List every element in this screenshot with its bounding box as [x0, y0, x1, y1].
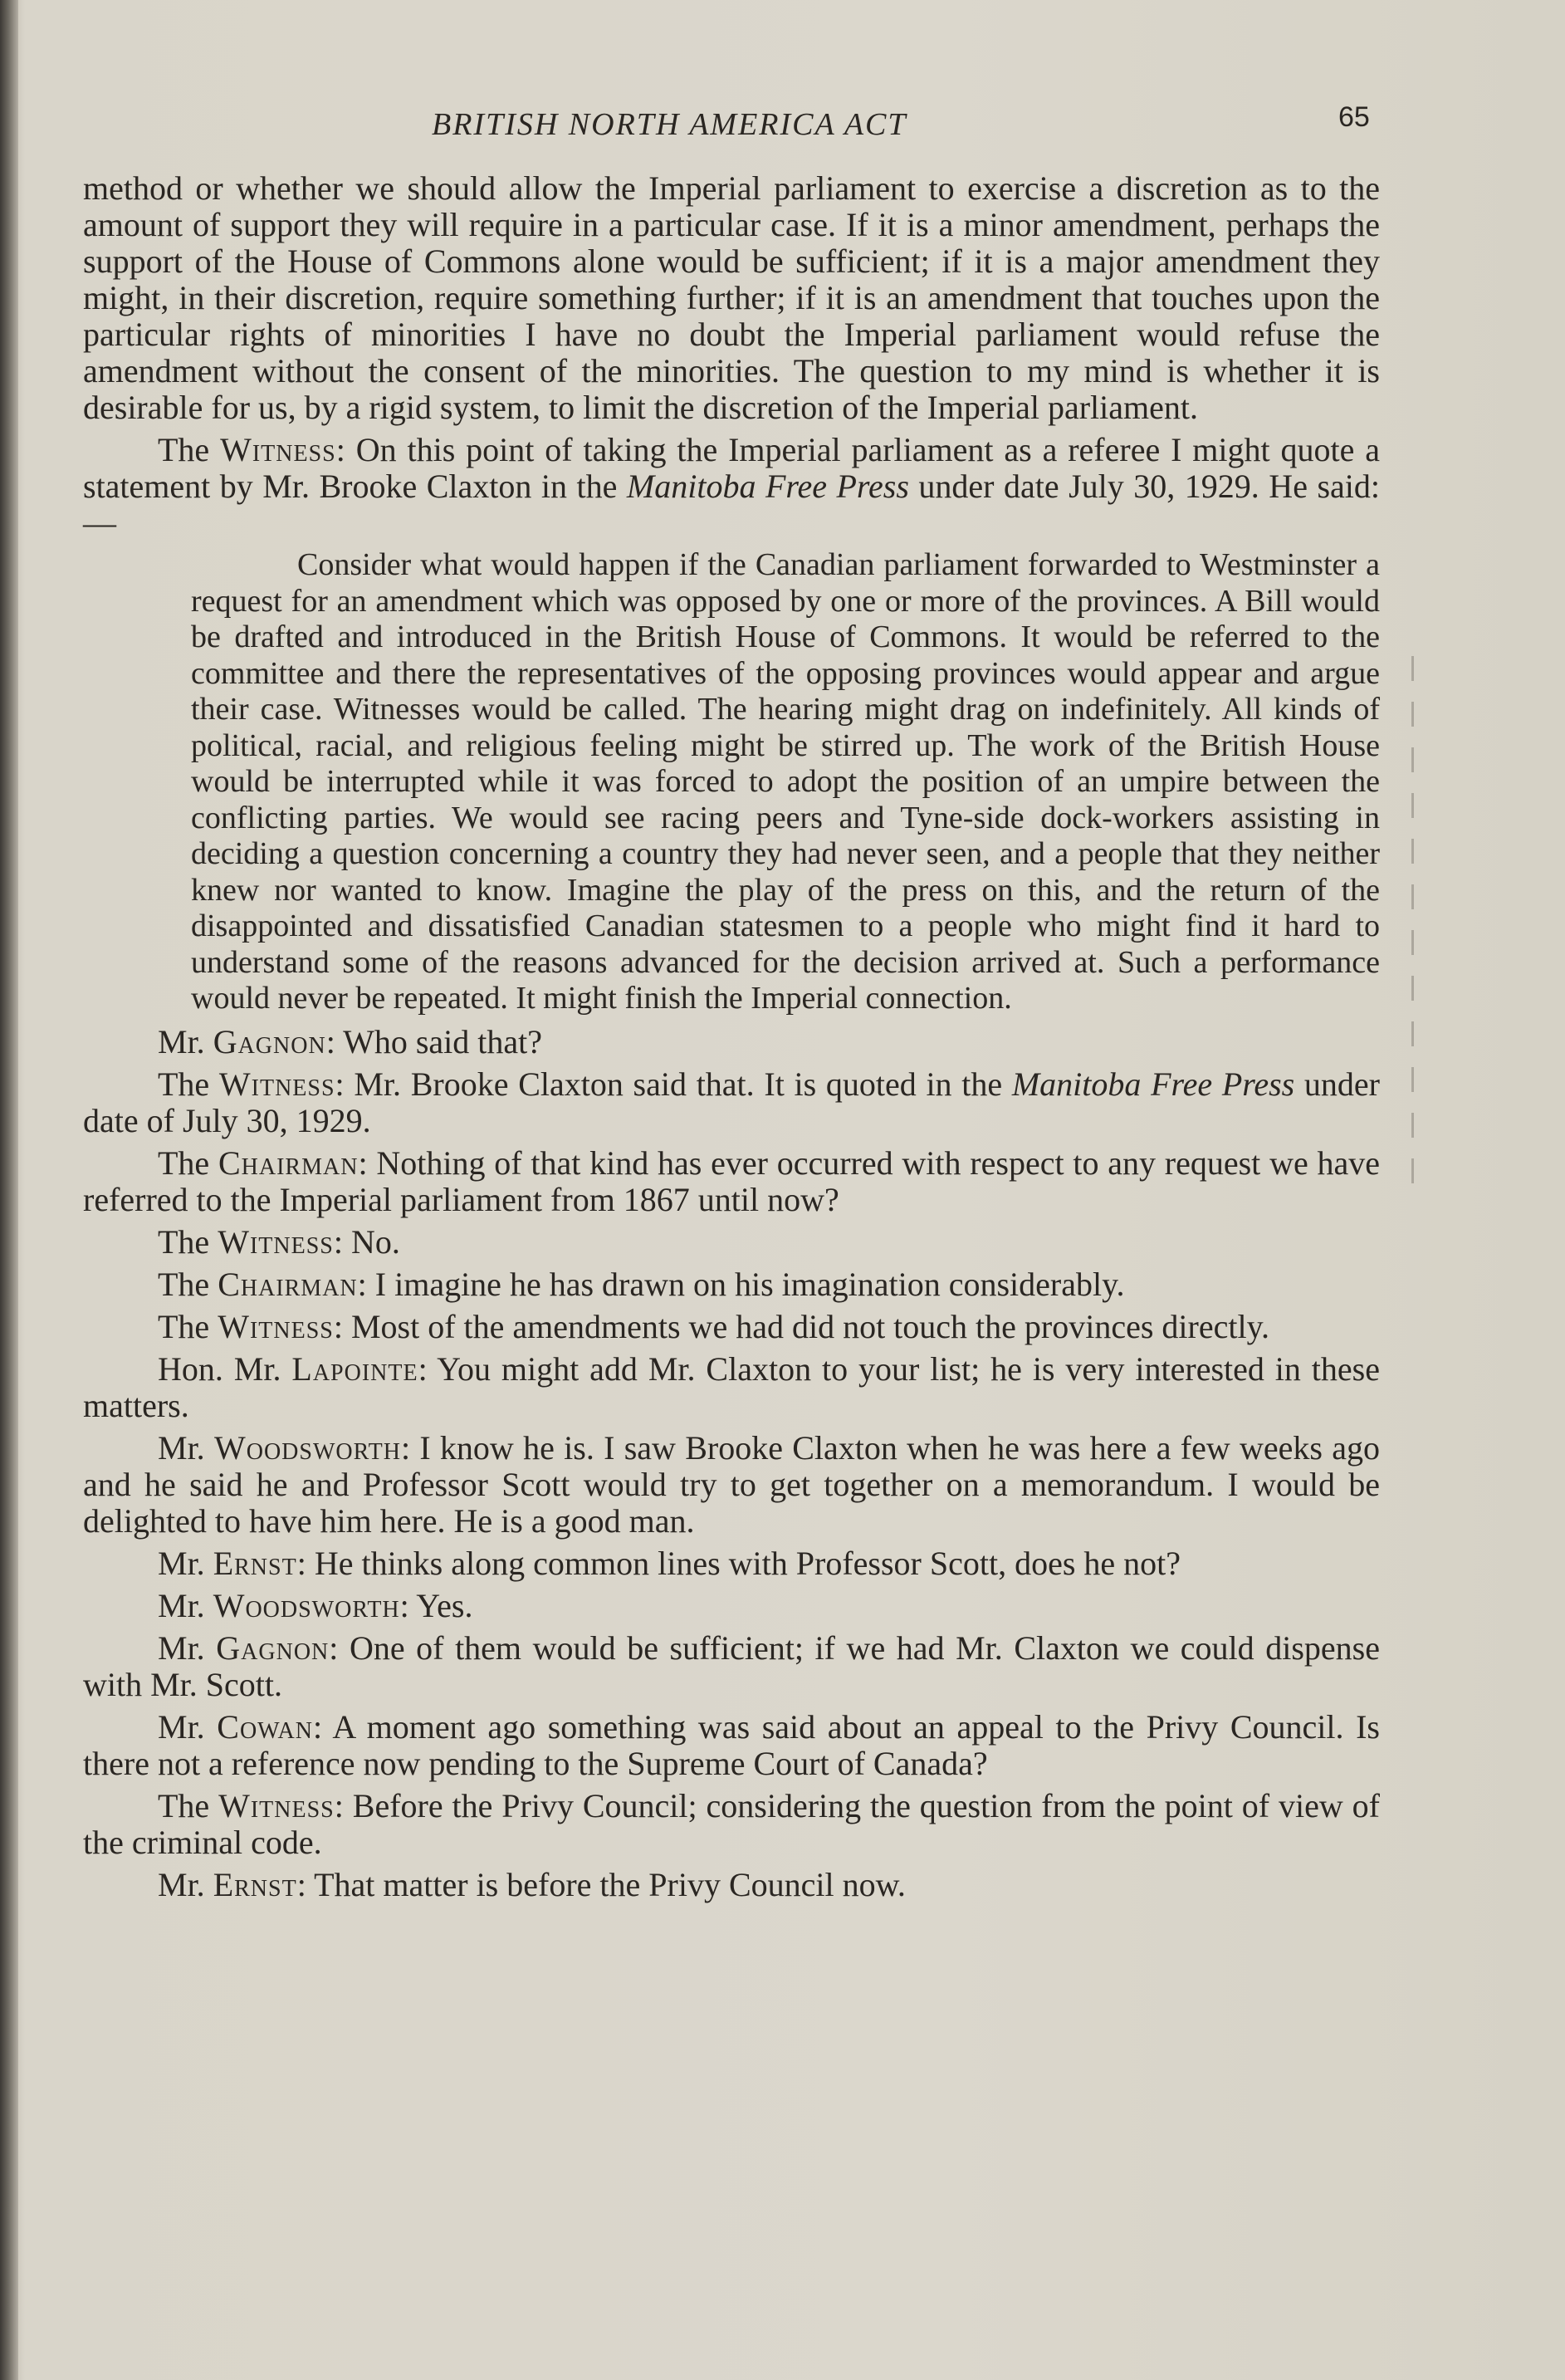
exchange-text: : Most of the amendments we had did not touch the provinces directly.: [333, 1307, 1269, 1345]
exchange-entry: [83, 1145, 1380, 1218]
speaker-name: Ernst: [213, 1865, 297, 1903]
speaker-prefix: The: [158, 431, 221, 468]
exchange-entry: [83, 1588, 1380, 1624]
block-quote-text: Consider what would happen if the Canadian parliament forwarded to Westminster a request for an amendment which was opposed by one or more of the provinces. A Bill would be drafted and introduced in the British House of Commons. It would be referred to the committee and there the representatives of the opposing provinces would appear and argue their case. Witnesses would be called. The hearing might drag on indefinitely. All kinds of political, racial, and religious feeling might be stirred up. The work of the British House would be interrupted while it was forced to adopt the position of an umpire between the conflicting parties. We would see racing peers and Tyne-side dock-workers assisting in deciding a question concerning a country they had never seen, and a people that they neither knew nor wanted to know. Imagine the play of the press on this, and the return of the disappointed and dissatisfied Canadian statesmen to a people who might find it hard to understand some of the reasons advanced for the decision arrived at. Such a performance would never be repeated. It might finish the Imperial connection.: [191, 547, 1380, 1016]
newspaper-title: Manitoba Free Press: [1011, 1065, 1295, 1103]
speaker-prefix: The: [158, 1143, 218, 1182]
book-spine-shadow: [0, 0, 18, 2380]
exchange-text: : No.: [333, 1222, 400, 1261]
exchange-text: : One of them would be sufficient; if we had Mr. Claxton we could dispense with Mr. Scott.: [83, 1628, 1380, 1703]
newspaper-title: Manitoba Free Press: [626, 468, 909, 505]
exchange-text: : That matter is before the Privy Council now.: [296, 1865, 906, 1903]
exchange-text: : Before the Privy Council; considering the question from the point of view of the criminal code.: [83, 1786, 1380, 1861]
exchange-entry: [83, 1066, 1380, 1139]
exchange-entry: [83, 1266, 1380, 1303]
page-header: [0, 98, 1565, 148]
speaker-name: Witness: [218, 1307, 334, 1345]
speaker-prefix: The: [158, 1307, 218, 1345]
speaker-prefix: Hon. Mr.: [158, 1349, 292, 1388]
speaker-prefix: Mr.: [158, 1865, 213, 1903]
speaker-name: Witness: [218, 1222, 334, 1261]
speaker-name: Cowan: [217, 1707, 313, 1746]
exchange-text: : I know he is. I saw Brooke Claxton when he was here a few weeks ago and he said he and Professor Scott would try to get together on a memorandum. I would be delighted to have him here. He is a good man.: [83, 1428, 1380, 1540]
exchange-entry: [83, 1309, 1380, 1345]
exchange-text: : A moment ago something was said about an appeal to the Privy Council. Is there not a reference now pending to the Supreme Court of Canada?: [83, 1707, 1380, 1782]
speaker-name: Witness: [218, 1065, 335, 1103]
exchange-entry: [83, 1224, 1380, 1261]
speaker-name: Gagnon: [213, 1022, 326, 1060]
paragraph-text: : On this point of taking the Imperial parliament as a referee I might quote a statement by Mr. Brooke Claxton in the: [83, 431, 1381, 505]
speaker-name: Witness: [218, 1786, 335, 1824]
paragraph-text-end: under date July 30, 1929. He said:—: [83, 468, 1380, 541]
speaker-name: Chairman: [218, 1265, 358, 1303]
speaker-prefix: Mr.: [158, 1022, 213, 1060]
margin-pencil-mark: [1411, 656, 1414, 1204]
exchange-text: : Who said that?: [325, 1022, 542, 1060]
exchange-text: : Nothing of that kind has ever occurred with respect to any request we have referred to the Imperial parliament from 1867 until now?: [83, 1143, 1381, 1218]
speaker-prefix: Mr.: [158, 1428, 214, 1467]
exchange-entry: [83, 1545, 1380, 1582]
exchange-entry: [83, 1351, 1380, 1424]
page-number: 65: [1338, 101, 1370, 133]
paragraph-witness-intro: [83, 432, 1380, 541]
paragraph-continuation: method or whether we should allow the Imperial parliament to exercise a discretion as to the amount of support they will require in a particular case. If it is a minor amendment, perhaps the support of the House of Commons alone would be sufficient; if it is a major amendment they might, in their discretion, require something further; if it is an amendment that touches upon the particular rights of minorities I have no doubt the Imperial parliament would refuse the amendment without the consent of the minorities. The question to my mind is whether it is desirable for us, by a rigid system, to limit the discretion of the Imperial parliament.: [83, 169, 1380, 426]
exchange-text: : Mr. Brooke Claxton said that. It is quoted in the: [335, 1065, 1012, 1103]
exchange-entry: [83, 1788, 1380, 1861]
speaker-prefix: The: [158, 1786, 219, 1824]
speaker-name: Woodsworth: [213, 1428, 401, 1467]
exchange-entry: [83, 1630, 1380, 1703]
speaker-prefix: The: [158, 1065, 219, 1103]
exchange-text: : Yes.: [399, 1586, 473, 1624]
exchange-entry: [83, 1709, 1380, 1782]
running-title: BRITISH NORTH AMERICA ACT: [432, 107, 907, 142]
speaker-prefix: The: [158, 1265, 218, 1303]
speaker-name: Woodsworth: [213, 1586, 400, 1624]
speaker-prefix: Mr.: [158, 1544, 213, 1582]
speaker-prefix: Mr.: [158, 1628, 217, 1667]
exchanges: [83, 1024, 1380, 1903]
speaker-name: Gagnon: [216, 1628, 330, 1667]
exchange-text: : He thinks along common lines with Professor Scott, does he not?: [296, 1544, 1181, 1582]
speaker-name: Witness: [220, 431, 336, 468]
exchange-text: : You might add Mr. Claxton to your list; he is very interested in these matters.: [83, 1349, 1380, 1424]
exchange-text: : I imagine he has drawn on his imagination considerably.: [357, 1265, 1125, 1303]
exchange-entry: [83, 1430, 1380, 1540]
speaker-name: Ernst: [213, 1544, 297, 1582]
exchange-text-end: under date of July 30, 1929.: [83, 1065, 1380, 1139]
block-quote: [83, 547, 1380, 1017]
speaker-name: Lapointe: [291, 1349, 418, 1388]
speaker-prefix: Mr.: [158, 1707, 218, 1746]
exchange-entry: [83, 1867, 1380, 1903]
page-body: [83, 170, 1380, 1909]
speaker-name: Chairman: [218, 1143, 359, 1182]
speaker-prefix: Mr.: [158, 1586, 213, 1624]
exchange-entry: [83, 1024, 1380, 1060]
speaker-prefix: The: [158, 1222, 218, 1261]
